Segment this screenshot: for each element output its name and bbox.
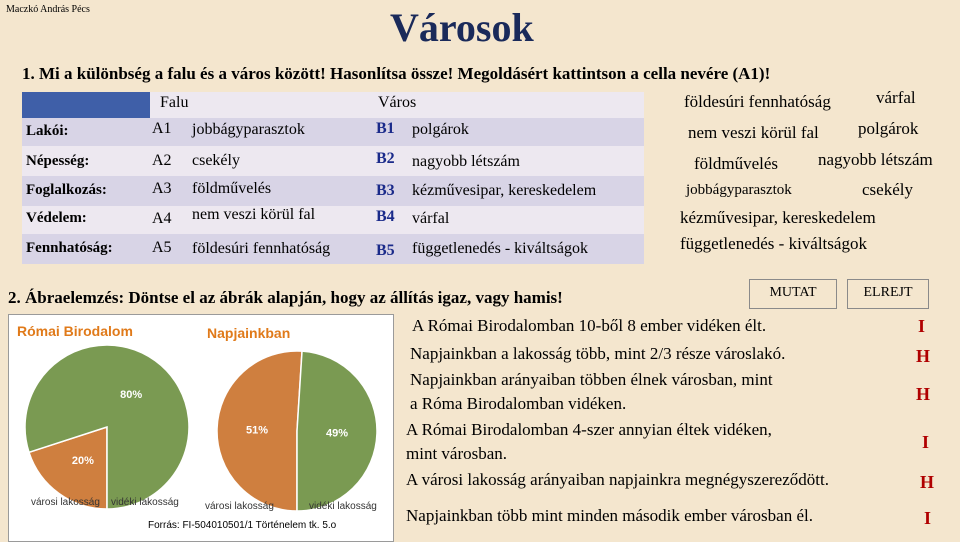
header-corner (22, 92, 150, 118)
statement-4-line2: mint városban. (406, 444, 508, 463)
author-credit: Maczkó András Pécs (6, 4, 90, 15)
table-header-row (22, 92, 644, 118)
row-label: Népesség: (26, 153, 90, 169)
question-2: 2. Ábraelemzés: Döntse el az ábrák alapján, hogy az állítás igaz, vagy hamis! (8, 288, 563, 307)
cell-a1[interactable]: A1 (152, 120, 172, 137)
cell-a2-value: csekély (192, 152, 240, 169)
answer-3: H (916, 384, 931, 404)
pool-word[interactable]: nagyobb létszám (818, 150, 933, 169)
cell-b5[interactable]: B5 (376, 242, 395, 259)
pool-word[interactable]: csekély (862, 180, 913, 199)
pie-label-today-rural: 49% (325, 427, 348, 440)
hide-button[interactable]: ELREJT (847, 279, 929, 309)
cell-a4[interactable]: A4 (152, 210, 172, 227)
statement-3-line1: Napjainkban arányaiban többen élnek városban, mint (410, 370, 773, 389)
statement-6: Napjainkban több mint minden második ember városban él. (406, 506, 813, 525)
table-row-vedelem (22, 206, 644, 234)
chart-title-roman: Római Birodalom (17, 323, 133, 339)
answer-6: I (924, 508, 932, 528)
cell-b3-value: kézművesipar, kereskedelem (412, 182, 597, 199)
pool-word[interactable]: nem veszi körül fal (688, 123, 819, 142)
table-row-nepesseg (22, 146, 644, 176)
cell-b1-value: polgárok (412, 121, 469, 138)
table-row-foglalkozas (22, 176, 644, 206)
pool-word[interactable]: függetlenedés - kiváltságok (680, 234, 867, 253)
row-label: Védelem: (26, 210, 87, 226)
source-note: Forrás: FI-504010501/1 Történelem tk. 5.o (148, 520, 337, 531)
legend-urban-today: városi lakosság (205, 501, 274, 512)
statement-2: Napjainkban a lakosság több, mint 2/3 része városlakó. (410, 344, 786, 363)
row-label: Fennhatóság: (26, 240, 113, 256)
comparison-table (22, 92, 644, 264)
row-label: Foglalkozás: (26, 182, 107, 198)
cell-b2[interactable]: B2 (376, 150, 395, 167)
cell-a4-value: nem veszi körül fal (192, 206, 316, 223)
cell-b2-value: nagyobb létszám (412, 153, 520, 170)
statement-3-line2: a Róma Birodalomban vidéken. (410, 394, 627, 413)
answer-1: I (918, 316, 926, 336)
legend-rural-today: vidéki lakosság (309, 501, 377, 512)
header-varos: Város (378, 94, 417, 111)
pool-word[interactable]: földművelés (694, 154, 779, 173)
cell-b4-value: várfal (412, 210, 450, 227)
pie-label-roman-rural: 80% (120, 388, 143, 401)
statement-5: A városi lakosság arányaiban napjainkra megnégyszereződött. (406, 470, 829, 489)
header-falu: Falu (160, 94, 189, 111)
pool-word[interactable]: várfal (876, 88, 916, 107)
answer-4: I (922, 432, 930, 452)
pool-word[interactable]: polgárok (858, 119, 919, 138)
legend-urban-roman: városi lakosság (31, 497, 100, 508)
cell-b1[interactable]: B1 (376, 120, 395, 137)
table-row-lakoi (22, 118, 644, 146)
pie-label-roman-urban: 20% (71, 455, 94, 468)
pool-word[interactable]: kézművesipar, kereskedelem (680, 208, 876, 227)
legend-rural-roman: vidéki lakosság (111, 497, 179, 508)
answer-5: H (920, 472, 935, 492)
pool-word[interactable]: jobbágyparasztok (686, 182, 792, 198)
cell-a5[interactable]: A5 (152, 239, 172, 256)
answer-2: H (916, 346, 931, 366)
pie-label-today-urban: 51% (246, 424, 269, 437)
cell-a1-value: jobbágyparasztok (192, 121, 305, 138)
cell-a3-value: földművelés (192, 180, 272, 197)
statement-1: A Római Birodalomban 10-ből 8 ember vidéken élt. (412, 316, 767, 335)
question-1: 1. Mi a különbség a falu és a város között! Hasonlítsa össze! Megoldásért kattintson a cella nevére (A1)! (22, 64, 771, 83)
page-title: Városok (390, 5, 534, 50)
statement-4-line1: A Római Birodalomban 4-szer annyian éltek vidéken, (406, 420, 772, 439)
cell-a3[interactable]: A3 (152, 180, 172, 197)
chart-title-today: Napjainkban (207, 325, 291, 341)
cell-b3[interactable]: B3 (376, 182, 395, 199)
cell-b5-value: függetlenedés - kiváltságok (412, 240, 588, 257)
pie-charts-figure (8, 314, 394, 542)
row-label: Lakói: (26, 123, 69, 139)
cell-a5-value: földesúri fennhatóság (192, 240, 331, 257)
pool-word[interactable]: földesúri fennhatóság (684, 92, 831, 111)
show-button[interactable]: MUTAT (749, 279, 837, 309)
cell-b4[interactable]: B4 (376, 208, 395, 225)
cell-a2[interactable]: A2 (152, 152, 172, 169)
table-row-fennhatosag (22, 234, 644, 264)
